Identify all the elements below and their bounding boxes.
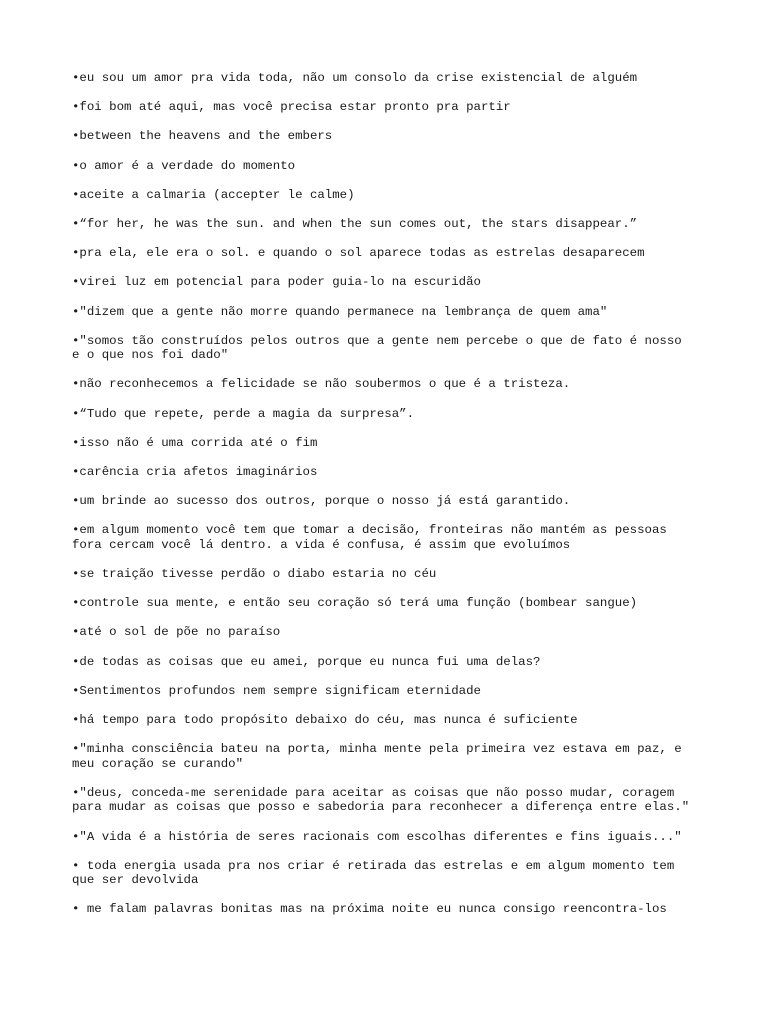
quote-line-11: •não reconhecemos a felicidade se não soubermos o que é a tristeza.: [72, 377, 571, 392]
quote-line-19: •até o sol de põe no paraíso: [72, 625, 281, 640]
quote-line-21: •Sentimentos profundos nem sempre significam eternidade: [72, 683, 481, 698]
quote-line-17: •se traição tivesse perdão o diabo estaria no céu: [72, 567, 437, 581]
quote-line-26: • toda energia usada pra nos criar é retirada das estrelas e em algum momento tem que ser devolvida: [72, 858, 675, 888]
quote-line-8: •virei luz em potencial para poder guia-lo na escuridão: [72, 275, 481, 290]
document-page: [72, 71, 697, 932]
quote-line-15: •um brinde ao sucesso dos outros, porque o nosso já está garantido.: [72, 494, 571, 509]
quote-line-7: •pra ela, ele era o sol. e quando o sol aparece todas as estrelas desaparecem: [72, 246, 645, 261]
quote-line-10: •"somos tão construídos pelos outros que a gente nem percebe o que de fato é nosso e o que nos foi dado": [72, 333, 682, 363]
quote-line-1: •eu sou um amor pra vida toda, não um consolo da crise existencial de alguém: [72, 71, 638, 85]
quote-line-5: •aceite a calmaria (accepter le calme): [72, 187, 355, 202]
quote-line-18: •controle sua mente, e então seu coração só terá uma função (bombear sangue): [72, 596, 638, 611]
quote-line-27: • me falam palavras bonitas mas na próxima noite eu nunca consigo reencontra-los: [72, 902, 667, 917]
quote-line-6: •“for her, he was the sun. and when the sun comes out, the stars disappear.”: [72, 216, 638, 231]
quote-line-20: •de todas as coisas que eu amei, porque eu nunca fui uma delas?: [72, 654, 541, 669]
quote-line-22: •há tempo para todo propósito debaixo do céu, mas nunca é suficiente: [72, 712, 578, 727]
quote-line-9: •"dizem que a gente não morre quando permanece na lembrança de quem ama": [72, 304, 608, 319]
quote-line-4: •o amor é a verdade do momento: [72, 158, 296, 173]
quote-line-16: •em algum momento você tem que tomar a decisão, fronteiras não mantém as pessoas fora cercam você lá dentro. a vida é confusa, é assim que evoluímos: [72, 523, 667, 552]
quote-line-2: •foi bom até aqui, mas você precisa estar pronto pra partir: [72, 100, 511, 115]
quote-line-3: •between the heavens and the embers: [72, 129, 333, 144]
quote-line-24: •"deus, conceda-me serenidade para aceitar as coisas que não posso mudar, coragem para mudar as coisas que posso e sabedoria para reconhecer a diferença entre elas.": [72, 785, 690, 815]
quote-line-13: •isso não é uma corrida até o fim: [72, 435, 318, 450]
quote-line-23: •"minha consciência bateu na porta, minha mente pela primeira vez estava em paz, e meu coração se curando": [72, 742, 682, 771]
quote-line-25: •"A vida é a história de seres racionais com escolhas diferentes e fins iguais...": [72, 829, 682, 844]
quote-line-12: •“Tudo que repete, perde a magia da surpresa”.: [72, 406, 415, 421]
quote-line-14: •carência cria afetos imaginários: [72, 464, 318, 479]
